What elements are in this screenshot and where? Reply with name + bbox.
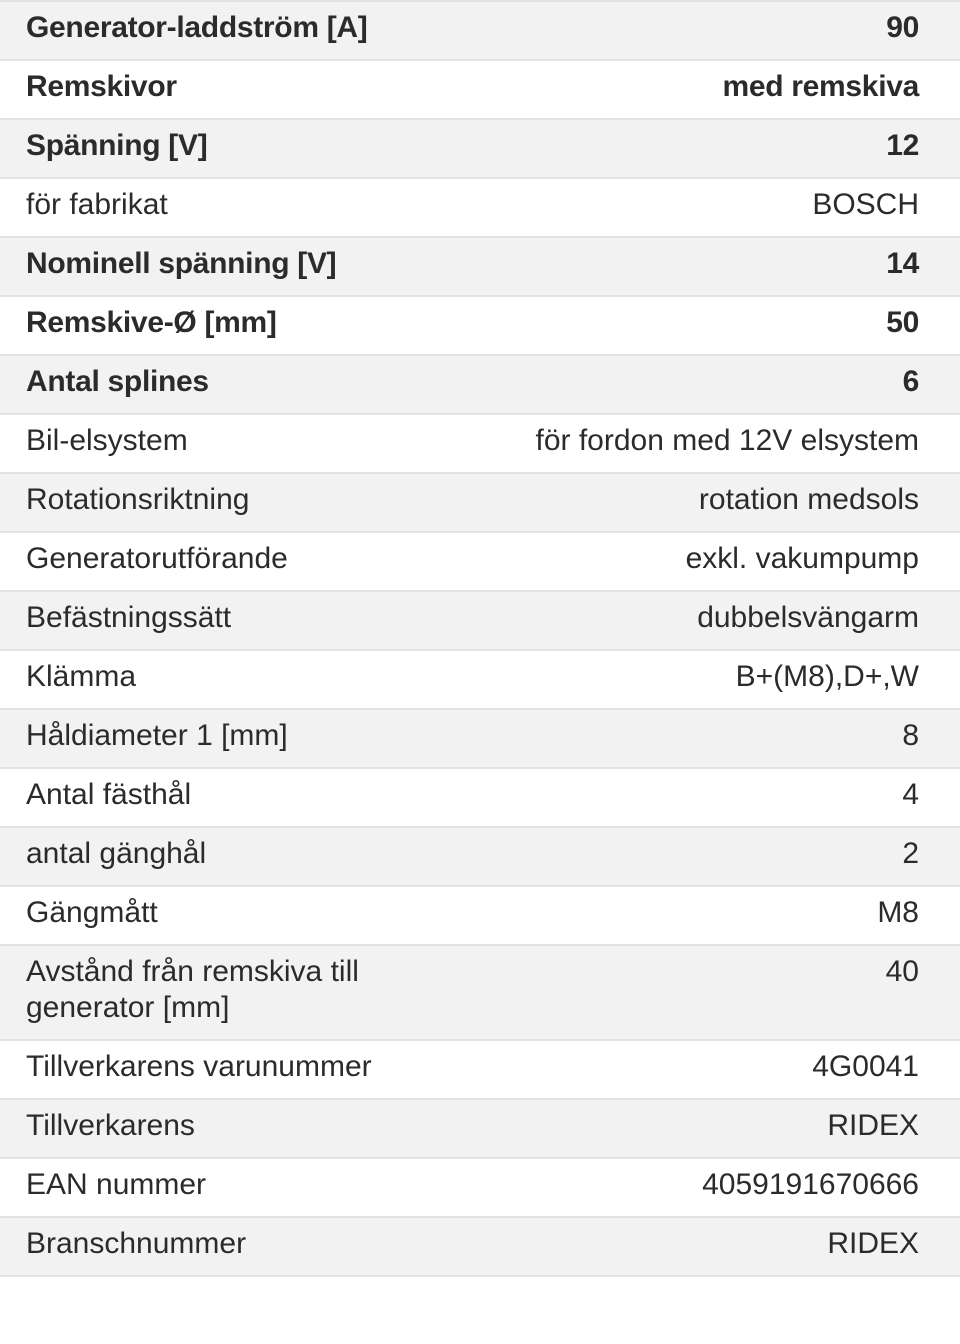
spec-row-manufacturer-part-number bbox=[0, 1041, 960, 1100]
spec-value: 4G0041 bbox=[812, 1050, 919, 1083]
spec-label: Befästningssätt bbox=[26, 601, 232, 634]
spec-row-manufacturer bbox=[0, 1100, 960, 1159]
spec-value: M8 bbox=[877, 896, 919, 929]
spec-label: Nominell spänning [V] bbox=[26, 247, 337, 280]
spec-label: Tillverkarens varunummer bbox=[26, 1050, 372, 1083]
spec-row-mounting-type bbox=[0, 592, 960, 651]
spec-label: Antal splines bbox=[26, 365, 209, 398]
spec-value: för fordon med 12V elsystem bbox=[535, 424, 919, 457]
spec-row-pulley-diameter bbox=[0, 297, 960, 356]
spec-label: Branschnummer bbox=[26, 1227, 247, 1260]
spec-row-electrical-system bbox=[0, 415, 960, 474]
spec-row-pulley-distance bbox=[0, 946, 960, 1041]
spec-value: 50 bbox=[886, 306, 919, 339]
spec-label: Gängmått bbox=[26, 896, 158, 929]
spec-value: 90 bbox=[886, 11, 919, 44]
spec-row-terminal bbox=[0, 651, 960, 710]
spec-row-rotation-direction bbox=[0, 474, 960, 533]
spec-label: för fabrikat bbox=[26, 188, 168, 221]
spec-label: Antal fästhål bbox=[26, 778, 192, 811]
spec-label: Generatorutförande bbox=[26, 542, 288, 575]
spec-label: Remskive-Ø [mm] bbox=[26, 306, 277, 339]
spec-value: rotation medsols bbox=[698, 483, 919, 516]
spec-value: dubbelsvängarm bbox=[697, 601, 919, 634]
spec-row-thread-size bbox=[0, 887, 960, 946]
spec-value: BOSCH bbox=[812, 188, 919, 221]
spec-value: 14 bbox=[886, 247, 919, 280]
spec-label: Avstånd från remskiva till generator [mm] bbox=[26, 955, 359, 1024]
spec-label: Spänning [V] bbox=[26, 129, 208, 162]
spec-value: RIDEX bbox=[827, 1109, 919, 1142]
spec-label: Bil-elsystem bbox=[26, 424, 188, 457]
spec-row-generator-charge-current bbox=[0, 2, 960, 61]
spec-value: RIDEX bbox=[827, 1227, 919, 1260]
spec-row-pulleys bbox=[0, 61, 960, 120]
spec-label: Tillverkarens bbox=[26, 1109, 195, 1142]
spec-row-hole-diameter bbox=[0, 710, 960, 769]
spec-value: 12 bbox=[886, 129, 919, 162]
spec-value: 40 bbox=[885, 955, 919, 988]
spec-value: 8 bbox=[902, 719, 919, 752]
spec-value: med remskiva bbox=[722, 70, 919, 103]
spec-row-ean-number bbox=[0, 1159, 960, 1218]
spec-row-splines bbox=[0, 356, 960, 415]
spec-value: 4059191670666 bbox=[702, 1168, 919, 1201]
spec-value: exkl. vakumpump bbox=[685, 542, 919, 575]
spec-row-trade-number bbox=[0, 1218, 960, 1277]
spec-label: Generator-laddström [A] bbox=[26, 11, 368, 44]
spec-label: EAN nummer bbox=[26, 1168, 207, 1201]
spec-value: 4 bbox=[902, 778, 919, 811]
spec-label: antal gänghål bbox=[26, 837, 207, 870]
spec-row-for-make bbox=[0, 179, 960, 238]
spec-label: Remskivor bbox=[26, 70, 177, 103]
spec-label: Håldiameter 1 [mm] bbox=[26, 719, 288, 752]
spec-row-generator-version bbox=[0, 533, 960, 592]
spec-label: Klämma bbox=[26, 660, 137, 693]
spec-row-voltage bbox=[0, 120, 960, 179]
spec-row-nominal-voltage bbox=[0, 238, 960, 297]
spec-row-threaded-holes bbox=[0, 828, 960, 887]
spec-row-mounting-holes bbox=[0, 769, 960, 828]
spec-value: 2 bbox=[902, 837, 919, 870]
spec-value: B+(M8),D+,W bbox=[735, 660, 919, 693]
spec-label: Rotationsriktning bbox=[26, 483, 250, 516]
spec-value: 6 bbox=[902, 365, 919, 398]
